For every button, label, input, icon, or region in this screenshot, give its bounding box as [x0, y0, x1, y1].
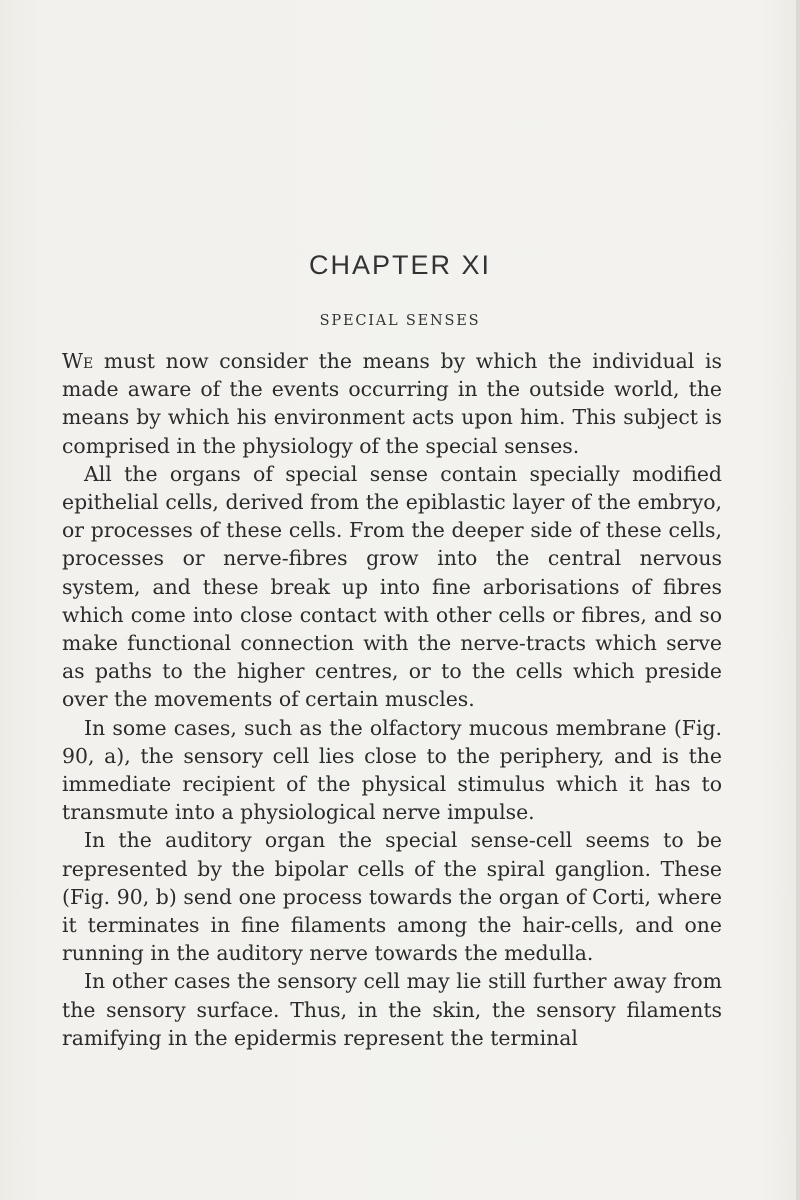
paragraph-2: All the organs of special sense contain specially modified epithelial cells, derived from the epiblastic layer of the embryo, or processes of these cells. From the deeper side of these cells, processes or nerve-fibres grow into the central nervous system, and these break up into fine arborisations of fibres which come into close contact with other cells or fibres, and so make functional connection with the nerve-tracts which serve as paths to the higher centres, or to the cells which preside over the movements of certain muscles.	[62, 461, 722, 712]
paragraph-5: In other cases the sensory cell may lie still further away from the sensory surface. Thus, in the skin, the sensory filaments ramifying in the epidermis represent the terminal	[62, 969, 722, 1050]
paragraph-1-text: must now consider the means by which the individual is made aware of the events occurring in the outside world, the means by which his environment acts upon him. This subject is comprised in the physiology of the special senses.	[62, 349, 722, 458]
paragraph-1	[62, 347, 722, 460]
body-text	[62, 347, 722, 1052]
chapter-title: CHAPTER XI	[308, 250, 492, 280]
paragraph-lead-word: We	[62, 349, 94, 373]
section-title: SPECIAL SENSES	[319, 313, 481, 329]
page-edge	[796, 0, 800, 1200]
paragraph-4: In the auditory organ the special sense-cell seems to be represented by the bipolar cells of the spiral ganglion. These (Fig. 90, b) send one process towards the organ of Corti, where it terminates in fine filaments among the hair-cells, and one running in the auditory nerve towards the medulla.	[62, 828, 722, 966]
paragraph-3: In some cases, such as the olfactory mucous membrane (Fig. 90, a), the sensory cell lies close to the periphery, and is the immediate recipient of the physical stimulus which it has to transmute into a physiological nerve impulse.	[62, 715, 722, 825]
